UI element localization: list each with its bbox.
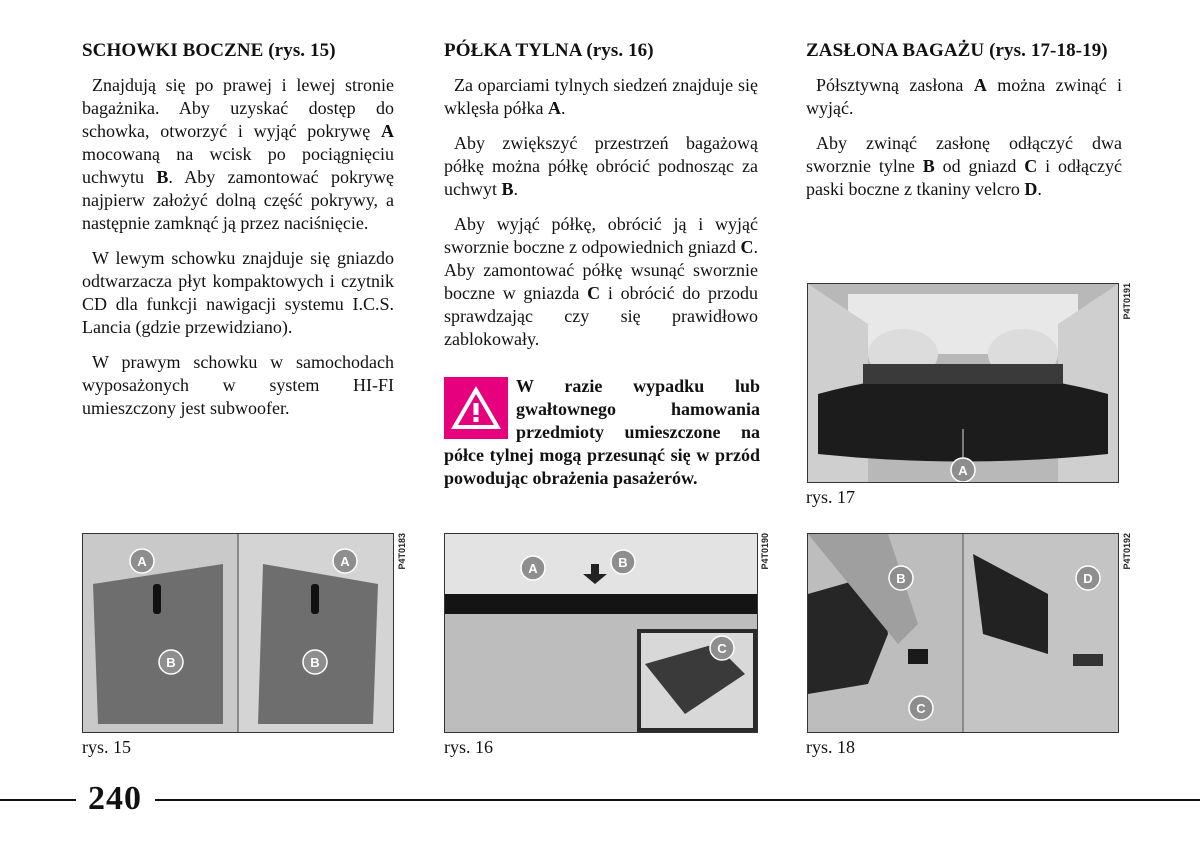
paragraph: W prawym schowku w samochodach wyposażonych w system HI-FI umieszczony jest subwoofer.: [82, 352, 394, 418]
figure-15-photo: [82, 533, 394, 733]
column-right: [806, 40, 1122, 213]
column-left: [82, 40, 394, 432]
callout-label: C: [916, 701, 926, 716]
paragraph: Półsztywną zasłona A można zwinąć i wyjąć.: [806, 75, 1123, 118]
callout-c: [907, 694, 935, 722]
warning-box: [444, 375, 760, 490]
figure-17-photo: [807, 283, 1119, 483]
figure-16-photo: [444, 533, 758, 733]
callout-a: [331, 547, 359, 575]
column-middle: [444, 40, 758, 363]
callout-label: B: [310, 655, 320, 670]
paragraph: Aby wyjąć półkę, obrócić ją i wyjąć sworznie boczne z odpowiednich gniazd C. Aby zamontować półkę wsunąć sworznie boczne w gniazda C i obrócić do przodu sprawdzając czy się prawidłowo zablokowały.: [444, 214, 758, 349]
caption-fig18: rys. 18: [806, 737, 855, 757]
footer-rule-left: [0, 799, 76, 801]
paragraph: Za oparciami tylnych siedzeń znajduje się wklęsła półka A.: [444, 75, 758, 118]
callout-d: [1074, 564, 1102, 592]
warning-text: W razie wypadku lub gwałtownego hamowania przedmioty umieszczone na półce tylnej mogą przesunąć się w przód powodując obrażenia pasażerów.: [444, 376, 760, 488]
callout-label: B: [896, 571, 906, 586]
callout-label: A: [137, 554, 147, 569]
paragraph: Aby zwiększyć przestrzeń bagażową półkę można półkę obrócić podnosząc za uchwyt B.: [444, 133, 758, 199]
figure-code: P4T0183: [397, 533, 407, 570]
callout-label: B: [166, 655, 176, 670]
caption-fig17: rys. 17: [806, 487, 855, 507]
heading-rear-shelf: PÓŁKA TYLNA (rys. 16): [444, 40, 654, 61]
paragraph: W lewym schowku znajduje się gniazdo odtwarzacza płyt kompaktowych i czytnik CD dla funkcji nawigacji systemu I.C.S. Lancia (gdzie przewidziano).: [82, 248, 394, 337]
heading-luggage-cover: ZASŁONA BAGAŻU (rys. 17-18-19): [806, 40, 1108, 61]
footer-rule-right: [155, 799, 1200, 801]
callout-label: B: [618, 555, 628, 570]
callout-b: [609, 548, 637, 576]
figure-code: P4T0191: [1122, 283, 1132, 320]
callout-label: A: [528, 561, 538, 576]
figure-18-photo: [807, 533, 1119, 733]
callout-a: [128, 547, 156, 575]
callout-c: [708, 634, 736, 662]
callout-label: A: [958, 463, 968, 478]
paragraph: Aby zwinąć zasłonę odłączyć dwa sworznie tylne B od gniazd C i odłączyć paski boczne z tkaniny velcro D.: [806, 133, 1122, 199]
callout-b: [301, 648, 329, 676]
heading-side-compartments: SCHOWKI BOCZNE (rys. 15): [82, 40, 336, 61]
callout-a: [519, 554, 547, 582]
callout-b: [887, 564, 915, 592]
page-number: 240: [88, 780, 142, 817]
callout-b: [157, 648, 185, 676]
callout-label: D: [1083, 571, 1093, 586]
caption-fig15: rys. 15: [82, 737, 131, 757]
warning-triangle-icon: [444, 377, 508, 439]
callout-a: [949, 456, 977, 483]
paragraph: Znajdują się po prawej i lewej stronie bagażnika. Aby uzyskać dostęp do schowka, otworzyć i wyjąć pokrywę A mocowaną na wcisk po pociągnięciu uchwytu B. Aby zamontować pokrywę najpierw założyć dolną część pokrywy, a następnie zamknąć ją przez naciśnięcie.: [82, 75, 394, 233]
figure-code: P4T0192: [1122, 533, 1132, 570]
callout-label: A: [340, 554, 350, 569]
figure-code: P4T0190: [760, 533, 770, 570]
caption-fig16: rys. 16: [444, 737, 493, 757]
callout-label: C: [717, 641, 727, 656]
